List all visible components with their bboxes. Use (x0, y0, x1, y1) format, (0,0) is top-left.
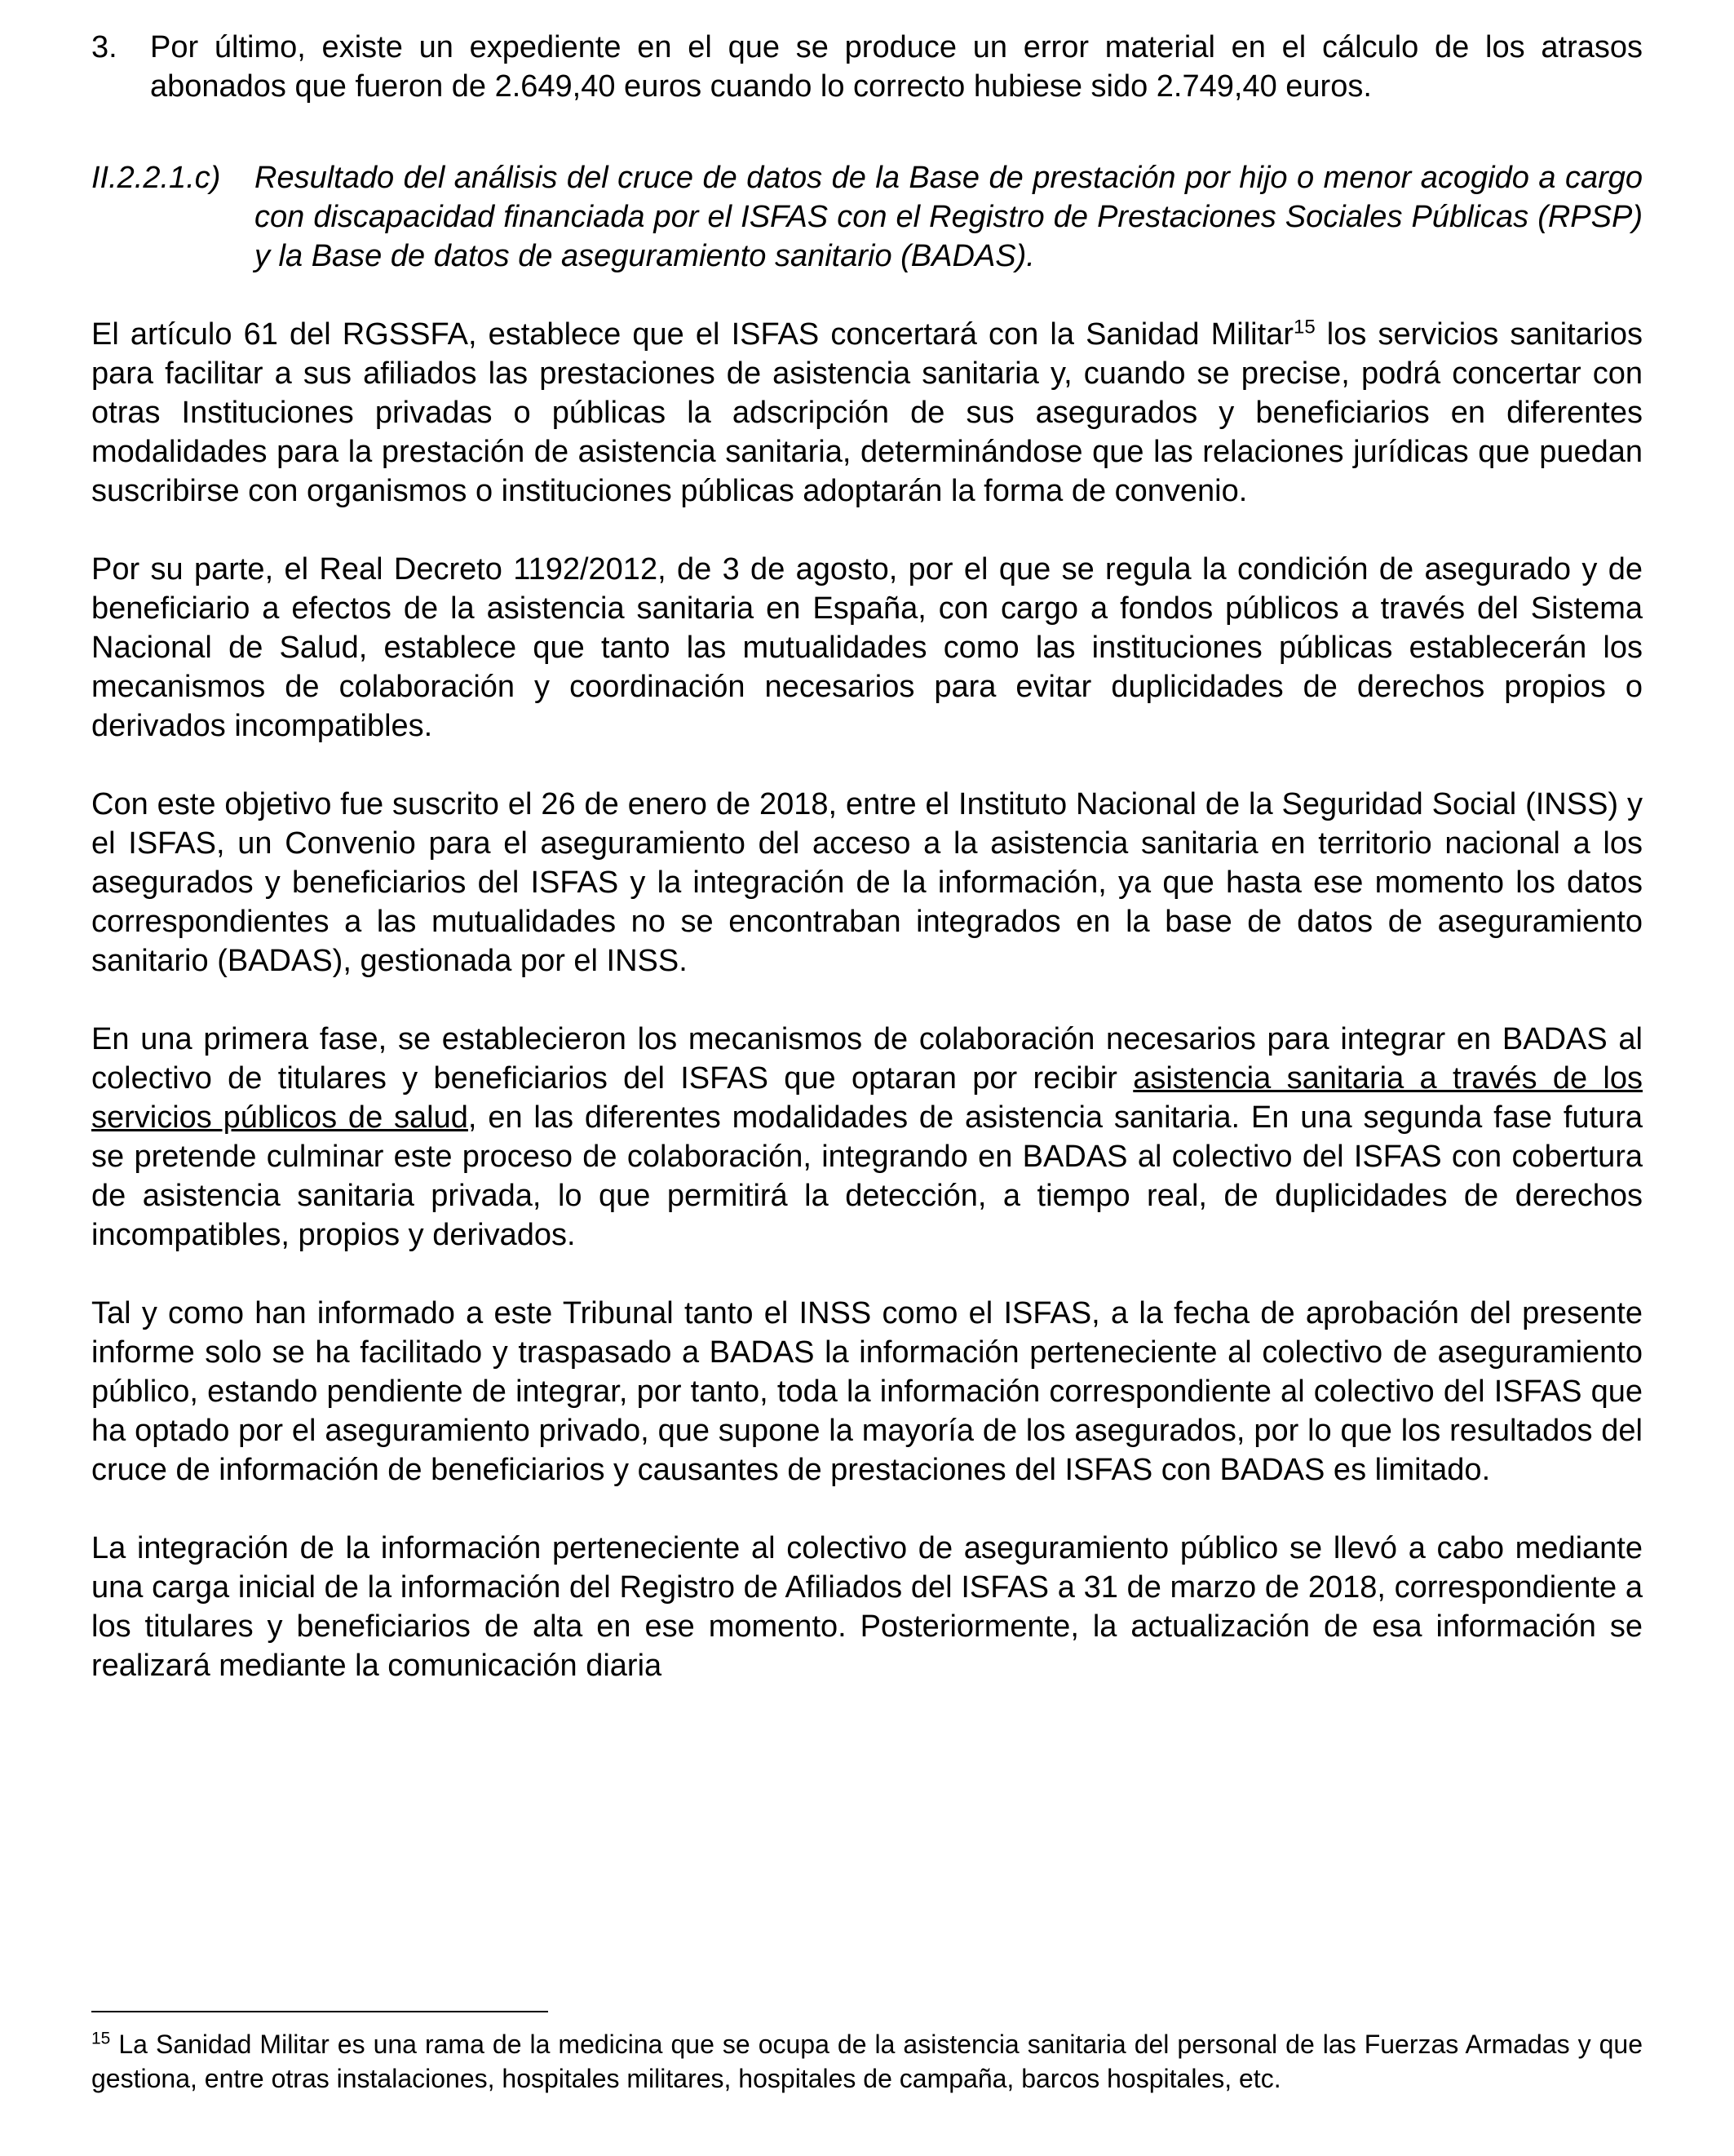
paragraph-4 (91, 1020, 1643, 1255)
paragraph-4-text-continued: , en las diferentes modalidades de asistencia sanitaria. En una segunda fase futura se pretende culminar este proceso de colaboración, integrando en BADAS al colectivo del ISFAS con cobertura de asistencia sanitaria privada, lo que permitirá la detección, a tiempo real, de duplicidades de derechos incompatibles, propios y derivados. (91, 1100, 1643, 1252)
list-item-3 (91, 28, 1643, 106)
paragraph-2: Por su parte, el Real Decreto 1192/2012, de 3 de agosto, por el que se regula la condición de asegurado y de beneficiario a efectos de la asistencia sanitaria en España, con cargo a fondos públicos a través del Sistema Nacional de Salud, establece que tanto las mutualidades como las instituciones públicas establecerán los mecanismos de colaboración y coordinación necesarios para evitar duplicidades de derechos propios o derivados incompatibles. (91, 552, 1643, 743)
section-heading (91, 158, 1643, 276)
paragraph-3: Con este objetivo fue suscrito el 26 de enero de 2018, entre el Instituto Nacional de la Seguridad Social (INSS) y el ISFAS, un Convenio para el aseguramiento del acceso a la asistencia sanitaria en territorio nacional a los asegurados y beneficiarios del ISFAS y la integración de la información, ya que hasta ese momento los datos correspondientes a las mutualidades no se encontraban integrados en la base de datos de aseguramiento sanitario (BADAS), gestionada por el INSS. (91, 787, 1643, 978)
footnote-separator-rule (91, 2011, 548, 2012)
footnote-section (91, 2011, 1643, 2096)
paragraph-4-text: En una primera fase, se establecieron los mecanismos de colaboración necesarios para integrar en BADAS al colectivo de titulares y beneficiarios del ISFAS que optaran por recibir (91, 1022, 1643, 1096)
footnote-15-text: La Sanidad Militar es una rama de la medicina que se ocupa de la asistencia sanitaria del personal de las Fuerzas Armadas y que gestiona, entre otras instalaciones, hospitales militares, hospitales de campaña, barcos hospitales, etc. (91, 2030, 1643, 2093)
section-heading-label: II.2.2.1.c) (91, 161, 221, 195)
list-item-3-text: Por último, existe un expediente en el que se produce un error material en el cálculo de los atrasos abonados que fueron de 2.649,40 euros cuando lo correcto hubiese sido 2.749,40 euros. (150, 30, 1643, 104)
footnote-15 (91, 2027, 1643, 2096)
paragraph-5: Tal y como han informado a este Tribunal tanto el INSS como el ISFAS, a la fecha de aprobación del presente informe solo se ha facilitado y traspasado a BADAS la información perteneciente al colectivo de aseguramiento público, estando pendiente de integrar, por tanto, toda la información correspondiente al colectivo del ISFAS que ha optado por el aseguramiento privado, que supone la mayoría de los asegurados, por lo que los resultados del cruce de información de beneficiarios y causantes de prestaciones del ISFAS con BADAS es limitado. (91, 1296, 1643, 1487)
paragraph-4-underlined-text: asistencia sanitaria a través de los servicios públicos de salud (91, 1061, 1643, 1135)
paragraph-1-text-continued: los servicios sanitarios para facilitar a sus afiliados las prestaciones de asistencia sanitaria y, cuando se precise, podrá concertar con otras Instituciones privadas o públicas la adscripción de sus asegurados y beneficiarios en diferentes modalidades para la prestación de asistencia sanitaria, determinándose que las relaciones jurídicas que puedan suscribirse con organismos o instituciones públicas adoptarán la forma de convenio. (91, 317, 1643, 508)
section-heading-text: Resultado del análisis del cruce de datos de la Base de prestación por hijo o menor acogido a cargo con discapacidad financiada por el ISFAS con el Registro de Prestaciones Sociales Públicas (RPSP) y la Base de datos de aseguramiento sanitario (BADAS). (254, 161, 1643, 273)
document-body (91, 28, 1643, 1685)
footnote-15-marker: 15 (91, 2029, 111, 2048)
paragraph-6: La integración de la información perteneciente al colectivo de aseguramiento público se llevó a cabo mediante una carga inicial de la información del Registro de Afiliados del ISFAS a 31 de marzo de 2018, correspondiente a los titulares y beneficiarios de alta en ese momento. Posteriormente, la actualización de esa información se realizará mediante la comunicación diaria (91, 1531, 1643, 1683)
footnote-reference-15: 15 (1293, 316, 1316, 339)
paragraph-1 (91, 315, 1643, 511)
paragraph-1-text: El artículo 61 del RGSSFA, establece que el ISFAS concertará con la Sanidad Militar (91, 317, 1294, 352)
list-item-3-number: 3. (91, 30, 117, 64)
